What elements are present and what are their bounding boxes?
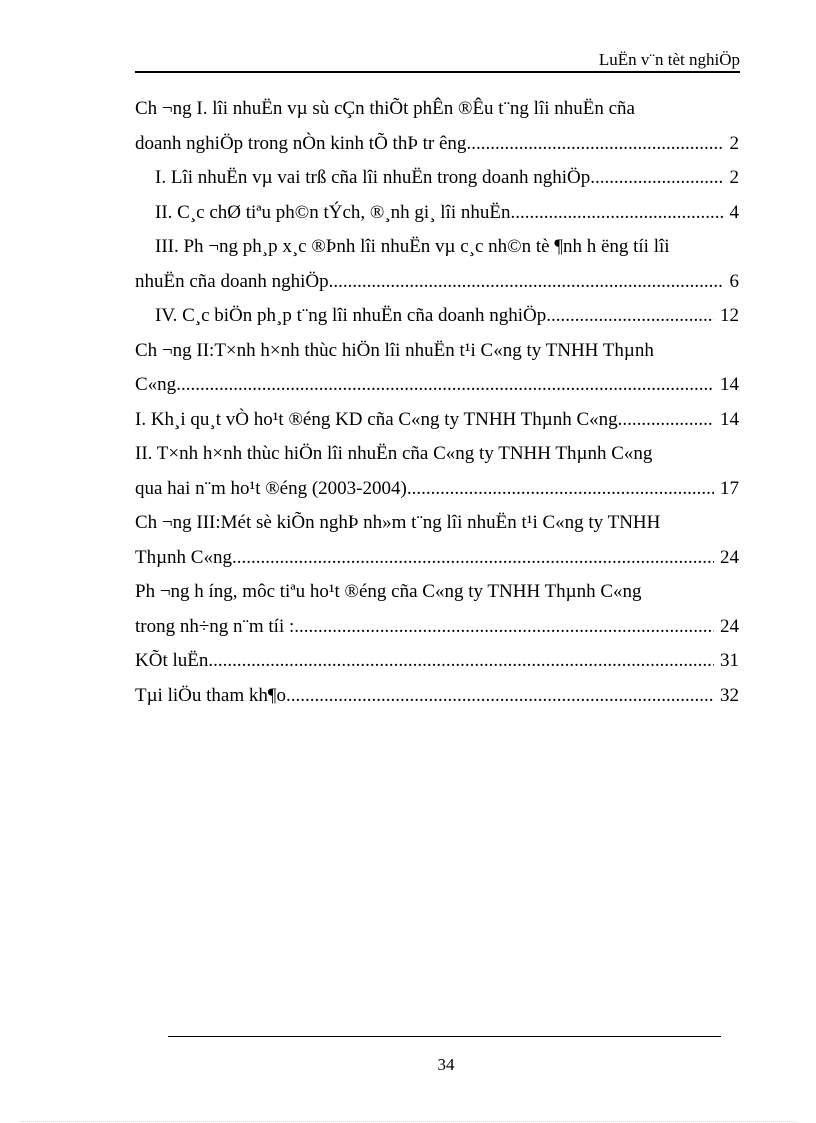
toc-entry[interactable]	[135, 644, 739, 679]
toc-page-number: 2	[729, 132, 739, 154]
toc-entry-title-line: II. T×nh h×nh thùc hiÖn lîi nhuËn cña C«ng ty TNHH Thµnh C«ng	[135, 443, 653, 464]
toc-entry-title: doanh nghiÖp trong nÒn kinh tÕ thÞ tr êng	[135, 132, 467, 154]
toc-entry-title: IV. C¸c biÖn ph¸p t¨ng lîi nhuËn cña doanh nghiÖp	[155, 305, 547, 326]
toc-page-number: 4	[729, 201, 739, 223]
toc-entry[interactable]	[135, 437, 739, 506]
toc-entry-title-line: Ch ¬ng II:T×nh h×nh thùc hiÖn lîi nhuËn t¹i C«ng ty TNHH Thµnh	[135, 339, 654, 361]
toc-entry[interactable]	[135, 161, 739, 196]
toc-page-number: 12	[720, 305, 739, 326]
toc-entry[interactable]	[135, 92, 739, 161]
toc-page-number: 24	[720, 546, 739, 568]
toc-entry-title: trong nh÷ng n¨m tíi :	[135, 615, 295, 637]
toc-entry[interactable]	[135, 334, 739, 403]
toc-entry-title: KÕt luËn	[135, 650, 209, 671]
toc-entry-title: nhuËn cña doanh nghiÖp.	[135, 270, 334, 292]
toc-entry[interactable]	[135, 575, 739, 644]
toc-entry[interactable]	[135, 196, 739, 231]
toc-leader-dots	[590, 161, 723, 196]
toc-entry[interactable]	[135, 679, 739, 714]
toc-entry[interactable]	[135, 506, 739, 575]
toc-leader-dots	[510, 196, 723, 231]
toc-leader-dots	[466, 127, 723, 162]
toc-leader-dots	[622, 403, 714, 438]
toc-leader-dots	[407, 472, 714, 507]
toc-page-number: 14	[720, 374, 739, 395]
toc-entry-title: Thµnh C«ng	[135, 546, 232, 568]
toc-page-number: 17	[720, 477, 739, 499]
toc-entry-title: I. Kh¸i qu¸t vÒ ho¹t ®éng KD cña C«ng ty TNHH Thµnh C«ng.	[135, 408, 623, 430]
toc-entry[interactable]	[135, 403, 739, 438]
toc-entry-title: C«ng	[135, 374, 177, 395]
toc-leader-dots	[176, 368, 714, 403]
toc-page-number: 31	[720, 650, 739, 671]
toc-entry-title: I. Lîi nhuËn vµ vai trß cña lîi nhuËn trong doanh nghiÖp	[155, 167, 591, 188]
toc-entry-title-line: III. Ph ¬ng ph¸p x¸c ®Þnh lîi nhuËn vµ c¸c nh©n tè ¶nh h ëng tíi lîi	[155, 236, 670, 257]
toc-entry-title: II. C¸c chØ tiªu ph©n tÝch, ®¸nh gi¸ lîi nhuËn	[155, 201, 511, 223]
toc-entry-title-line: Ch ¬ng III:Mét sè kiÕn nghÞ nh»m t¨ng lîi nhuËn t¹i C«ng ty TNHH	[135, 512, 661, 533]
toc-entry-title: qua hai n¨m ho¹t ®éng (2003-2004)	[135, 477, 407, 499]
table-of-contents	[135, 92, 739, 713]
page-number: 34	[437, 1055, 455, 1074]
toc-page-number: 24	[720, 615, 739, 637]
toc-entry-title: Tµi liÖu tham kh¶o	[135, 684, 286, 706]
toc-entry[interactable]	[135, 230, 739, 299]
toc-page-number: 32	[720, 684, 739, 706]
toc-page-number: 2	[729, 167, 739, 188]
footer-rule	[168, 1036, 721, 1037]
toc-leader-dots	[286, 679, 714, 714]
toc-page-number: 14	[720, 408, 739, 430]
toc-entry[interactable]	[135, 299, 739, 334]
toc-page-number: 6	[729, 270, 739, 292]
toc-leader-dots	[232, 541, 714, 576]
toc-leader-dots	[208, 644, 714, 679]
toc-entry-title-line: Ch ¬ng I. lîi nhuËn vµ sù cÇn thiÕt phÊn ®Êu t¨ng lîi nhuËn cña	[135, 98, 635, 119]
header-rule	[135, 71, 740, 73]
toc-entry-title-line: Ph ¬ng h íng, môc tiªu ho¹t ®éng cña C«ng ty TNHH Thµnh C«ng	[135, 581, 642, 602]
page-bottom-edge	[20, 1121, 796, 1122]
toc-leader-dots	[333, 265, 723, 300]
toc-leader-dots	[546, 299, 714, 334]
running-header-title: LuËn v¨n tèt nghiÖp	[598, 50, 740, 69]
toc-leader-dots	[294, 610, 714, 645]
